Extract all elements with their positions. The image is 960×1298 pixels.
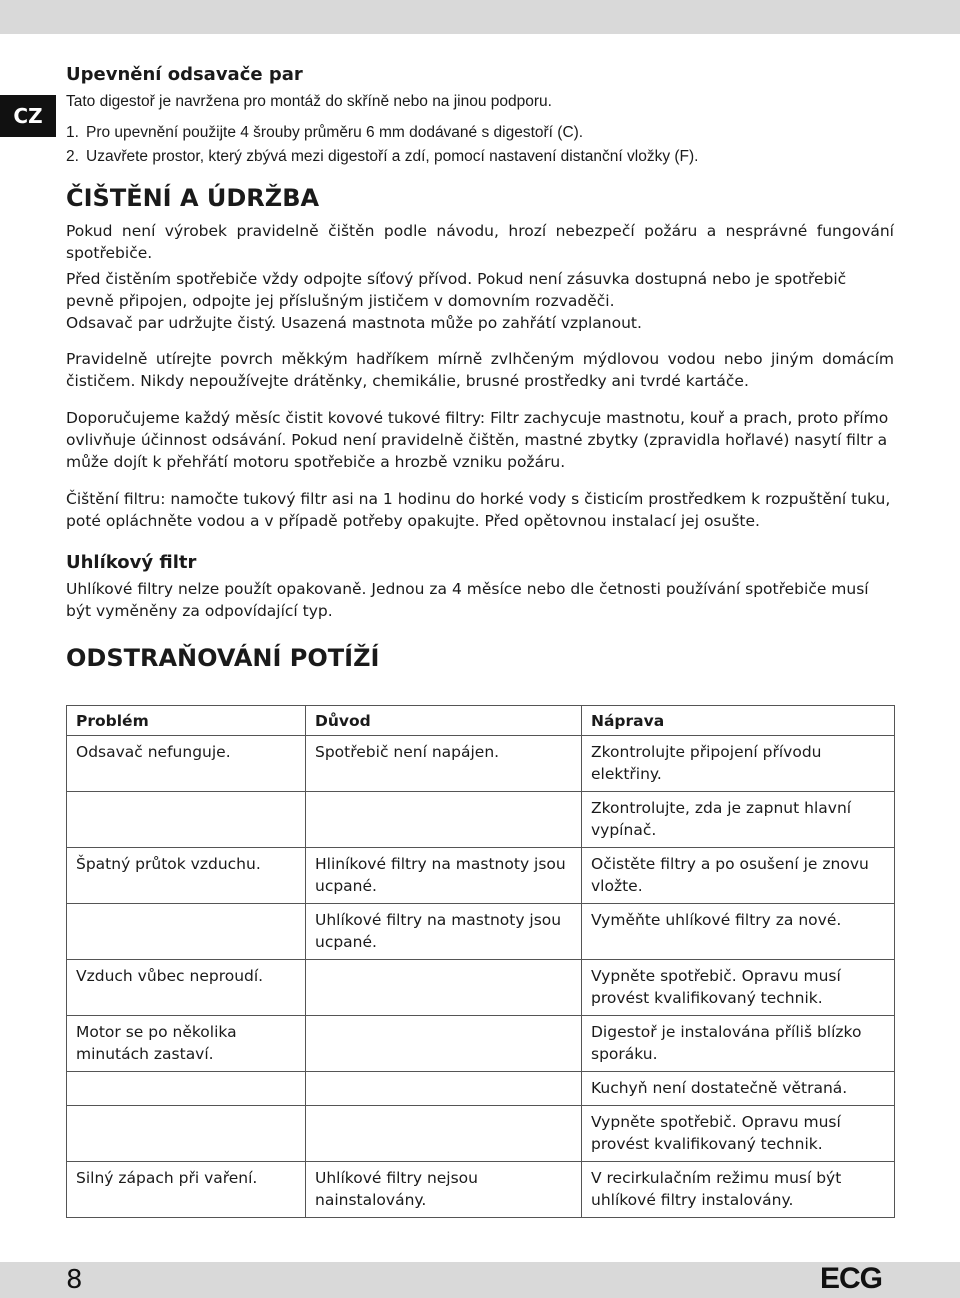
remedy-cell: Očistěte filtry a po osušení je znovu vložte.: [582, 848, 895, 904]
problem-cell: Odsavač nefunguje.: [67, 736, 306, 792]
cleaning-paragraph: Pravidelně utírejte povrch měkkým hadříkem mírně zvlhčeným mýdlovou vodou nebo jiným domácím čističem. Nikdy nepoužívejte drátěnky, chemikálie, brusné prostředky ani tvrdé kartáče.: [66, 350, 894, 390]
language-tab: CZ: [0, 95, 56, 137]
mounting-heading: Upevnění odsavače par: [66, 64, 303, 85]
problem-cell: Vzduch vůbec neproudí.: [67, 960, 306, 1016]
cause-cell: [306, 960, 582, 1016]
table-row: [67, 904, 895, 960]
problem-cell: [67, 1072, 306, 1106]
column-header-problem: Problém: [67, 706, 306, 736]
column-header-remedy: Náprava: [582, 706, 895, 736]
problem-cell: [67, 792, 306, 848]
troubleshooting-table: [66, 705, 895, 1218]
table-header-row: [67, 706, 895, 736]
cause-cell: Hliníkové filtry na mastnoty jsou ucpané.: [306, 848, 582, 904]
table-row: [67, 792, 895, 848]
mounting-step: 1. Pro upevnění použijte 4 šrouby průměru 6 mm dodávané s digestoří (C).: [66, 124, 584, 141]
mounting-steps: [66, 121, 894, 169]
brand-logo: ECG: [819, 1262, 882, 1295]
remedy-cell: Vyměňte uhlíkové filtry za nové.: [582, 904, 895, 960]
page-number: 8: [66, 1265, 83, 1295]
cleaning-paragraph: Odsavač par udržujte čistý. Usazená mastnota může po zahřátí vzplanout.: [66, 314, 642, 332]
top-bar: [0, 0, 960, 34]
carbon-paragraph: Uhlíkové filtry nelze použít opakovaně. Jednou za 4 měsíce nebo dle četnosti používání spotřebiče musí být vyměněny za odpovídající typ.: [66, 580, 869, 620]
cleaning-paragraph: Čištění filtru: namočte tukový filtr asi na 1 hodinu do horké vody s čisticím prostředkem k rozpuštění tuku, poté opláchněte vodou a v případě potřeby opakujte. Před opětovnou instalací jej osušte.: [66, 490, 891, 530]
remedy-cell: Vypněte spotřebič. Opravu musí provést kvalifikovaný technik.: [582, 960, 895, 1016]
problem-cell: [67, 1106, 306, 1162]
remedy-cell: Zkontrolujte, zda je zapnut hlavní vypínač.: [582, 792, 895, 848]
table-row: [67, 1016, 895, 1072]
problem-cell: Motor se po několika minutách zastaví.: [67, 1016, 306, 1072]
cleaning-paragraph: Pokud není výrobek pravidelně čištěn podle návodu, hrozí nebezpečí požáru a nesprávné fungování spotřebiče.: [66, 222, 894, 262]
table-row: [67, 736, 895, 792]
remedy-cell: Vypněte spotřebič. Opravu musí provést kvalifikovaný technik.: [582, 1106, 895, 1162]
page-content: [66, 62, 894, 674]
remedy-cell: Zkontrolujte připojení přívodu elektřiny.: [582, 736, 895, 792]
cause-cell: Uhlíkové filtry na mastnoty jsou ucpané.: [306, 904, 582, 960]
table-row: [67, 960, 895, 1016]
cleaning-paragraph: Doporučujeme každý měsíc čistit kovové tukové filtry: Filtr zachycuje mastnotu, kouř a prach, proto přímo ovlivňuje účinnost odsávání. Pokud není pravidelně čištěn, mastné zbytky (zpravidla hořlavé) nasytí filtr a může dojít k přehřátí motoru spotřebiče a hrozbě vzniku požáru.: [66, 409, 889, 471]
mounting-intro: Tato digestoř je navržena pro montáž do skříně nebo na jinou podporu.: [66, 93, 552, 110]
cause-cell: Uhlíkové filtry nejsou nainstalovány.: [306, 1162, 582, 1218]
cleaning-heading: ČIŠTĚNÍ A ÚDRŽBA: [66, 184, 320, 212]
troubleshooting-heading: ODSTRAŇOVÁNÍ POTÍŽÍ: [66, 644, 380, 672]
remedy-cell: Digestoř je instalována příliš blízko sporáku.: [582, 1016, 895, 1072]
cause-cell: [306, 1106, 582, 1162]
problem-cell: Špatný průtok vzduchu.: [67, 848, 306, 904]
table-row: [67, 848, 895, 904]
table-row: [67, 1162, 895, 1218]
remedy-cell: Kuchyň není dostatečně větraná.: [582, 1072, 895, 1106]
cause-cell: [306, 1072, 582, 1106]
problem-cell: Silný zápach při vaření.: [67, 1162, 306, 1218]
carbon-heading: Uhlíkový filtr: [66, 552, 197, 573]
bottom-bar: [0, 1262, 960, 1298]
cause-cell: Spotřebič není napájen.: [306, 736, 582, 792]
column-header-cause: Důvod: [306, 706, 582, 736]
cause-cell: [306, 1016, 582, 1072]
table-row: [67, 1072, 895, 1106]
cleaning-paragraph: Před čistěním spotřebiče vždy odpojte síťový přívod. Pokud není zásuvka dostupná nebo je spotřebič pevně připojen, odpojte jej příslušným jističem v domovním rozvaděči.: [66, 270, 847, 310]
problem-cell: [67, 904, 306, 960]
mounting-step: 2. Uzavřete prostor, který zbývá mezi digestoří a zdí, pomocí nastavení distanční vložky (F).: [66, 148, 699, 165]
cause-cell: [306, 792, 582, 848]
remedy-cell: V recirkulačním režimu musí být uhlíkové filtry instalovány.: [582, 1162, 895, 1218]
table-row: [67, 1106, 895, 1162]
